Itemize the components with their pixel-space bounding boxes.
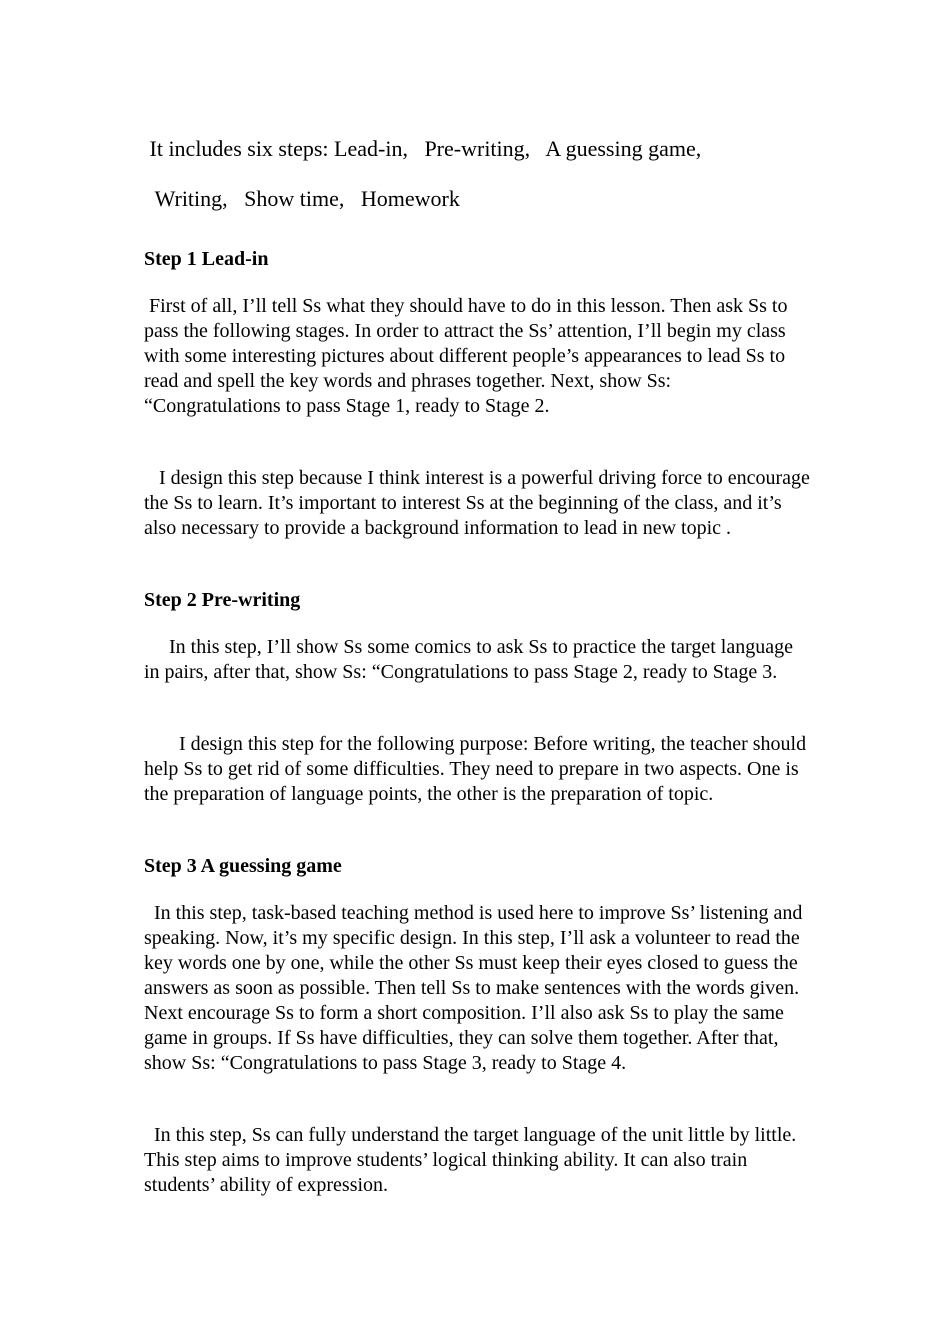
step-3-paragraph-2: In this step, Ss can fully understand the target language of the unit little by little. This step aims to improve students’ logical thinking ability. It can also train students’ ability of expression. (144, 1124, 801, 1196)
step-2-paragraph-2: I design this step for the following purpose: Before writing, the teacher should help Ss to get rid of some difficulties. They need to prepare in two aspects. One is the preparation of language points, the other is the preparation of topic. (144, 733, 812, 805)
step-2-paragraph-1: In this step, I’ll show Ss some comics to ask Ss to practice the target language in pairs, after that, show Ss: “Congratulations to pass Stage 2, ready to Stage 3. (144, 636, 798, 683)
step-3-paragraph-1: In this step, task-based teaching method is used here to improve Ss’ listening and speaking. Now, it’s my specific design. In this step, I’ll ask a volunteer to read the key words one by one, while the other Ss must keep their eyes closed to guess the answers as soon as possible. Then tell Ss to make sentences with the words given. Next encourage Ss to form a short composition. I’ll also ask Ss to play the same game in groups. If Ss have difficulties, they can solve them together. After that, show Ss: “Congratulations to pass Stage 3, ready to Stage 4. (144, 902, 808, 1074)
intro-line-2: Writing, Show time, Homework (144, 186, 460, 211)
step-1-paragraph-2: I design this step because I think interest is a powerful driving force to encourage the Ss to learn. It’s important to interest Ss at the beginning of the class, and it’s also necessary to provide a background information to lead in new topic . (144, 467, 815, 539)
step-1-paragraph-1: First of all, I’ll tell Ss what they should have to do in this lesson. Then ask Ss to pass the following stages. In order to attract the Ss’ attention, I’ll begin my class with some interesting pictures about different people’s appearances to lead Ss to read and spell the key words and phrases together. Next, show Ss: “Congratulations to pass Stage 1, ready to Stage 2. (144, 295, 793, 417)
intro-line-1: It includes six steps: Lead-in, Pre-writing, A guessing game, (144, 136, 702, 161)
step-3-heading: Step 3 A guessing game (144, 855, 342, 877)
step-1-heading: Step 1 Lead-in (144, 248, 269, 270)
step-2-heading: Step 2 Pre-writing (144, 589, 301, 611)
